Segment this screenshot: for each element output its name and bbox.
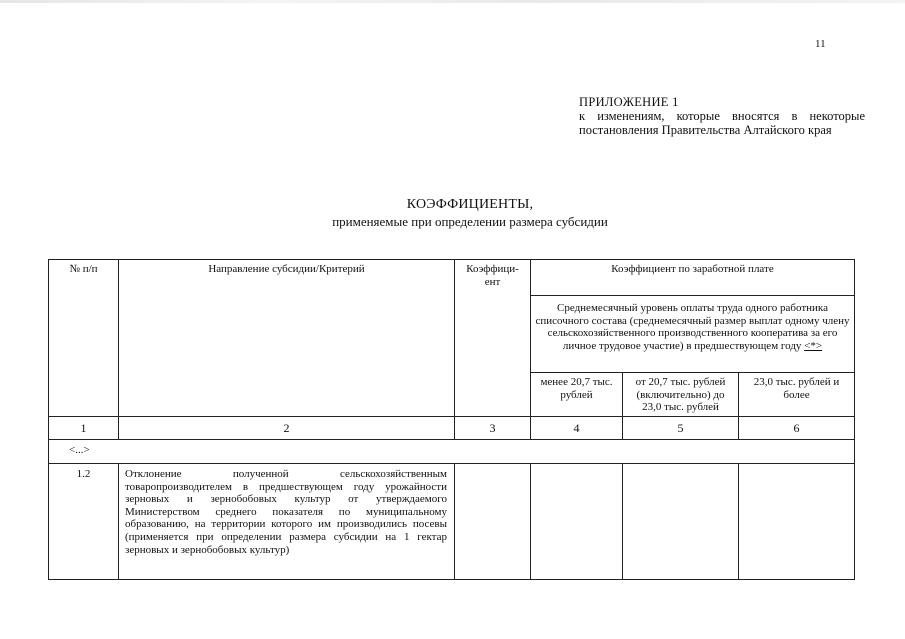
header-salary-coef: Коэффициент по заработной плате [531, 260, 855, 296]
column-number-1: 1 [49, 417, 119, 440]
column-number-4: 4 [531, 417, 623, 440]
appendix-subtitle: к изменениям, которые вносятся в некоторые постановления Правительства Алтайского края [579, 109, 865, 137]
document-heading [200, 197, 740, 230]
row-band-3 [739, 464, 855, 580]
header-direction: Направление субсидии/Критерий [119, 260, 455, 417]
heading-title: КОЭФФИЦИЕНТЫ, [406, 197, 534, 212]
appendix-block [579, 95, 865, 137]
scan-edge [0, 0, 905, 3]
column-number-3: 3 [455, 417, 531, 440]
row-band-1 [531, 464, 623, 580]
row-num: 1.2 [49, 464, 119, 580]
footnote-ref: <*> [804, 339, 823, 352]
row-coef [455, 464, 531, 580]
header-avg-level [531, 296, 855, 373]
header-coef: Коэффици-ент [455, 260, 531, 417]
avg-level-text: Среднемесячный уровень оплаты труда одного работника списочного состава (среднемесячный размер выплат одному члену сельскохозяйственного производственного кооператива за его личное трудовое участие) в предшествующем году [535, 302, 850, 352]
header-num: № п/п [49, 260, 119, 417]
row-band-2 [623, 464, 739, 580]
ellipsis-row: <...> [49, 440, 855, 464]
column-number-5: 5 [623, 417, 739, 440]
header-band-1: менее 20,7 тыс. рублей [531, 373, 623, 417]
heading-subtitle: применяемые при определении размера субсидии [332, 214, 608, 229]
header-band-3: 23,0 тыс. рублей и более [739, 373, 855, 417]
row-direction: Отклонение полученной сельскохозяйственным товаропроизводителем в предшествующем году урожайности зерновых и зернобобовых культур от утверждаемого Министерством среднего показателя по муниципальному образованию, на территории которого им производились посевы (применяется при определении размера субсидии на 1 гектар зерновых и зернобобовых культур) [119, 464, 455, 580]
page-number: 11 [815, 38, 826, 50]
header-band-2: от 20,7 тыс. рублей (включительно) до 23,0 тыс. рублей [623, 373, 739, 417]
coefficients-table [48, 259, 855, 580]
appendix-title: ПРИЛОЖЕНИЕ 1 [579, 95, 679, 109]
table-row [49, 464, 855, 580]
column-number-6: 6 [739, 417, 855, 440]
column-number-2: 2 [119, 417, 455, 440]
